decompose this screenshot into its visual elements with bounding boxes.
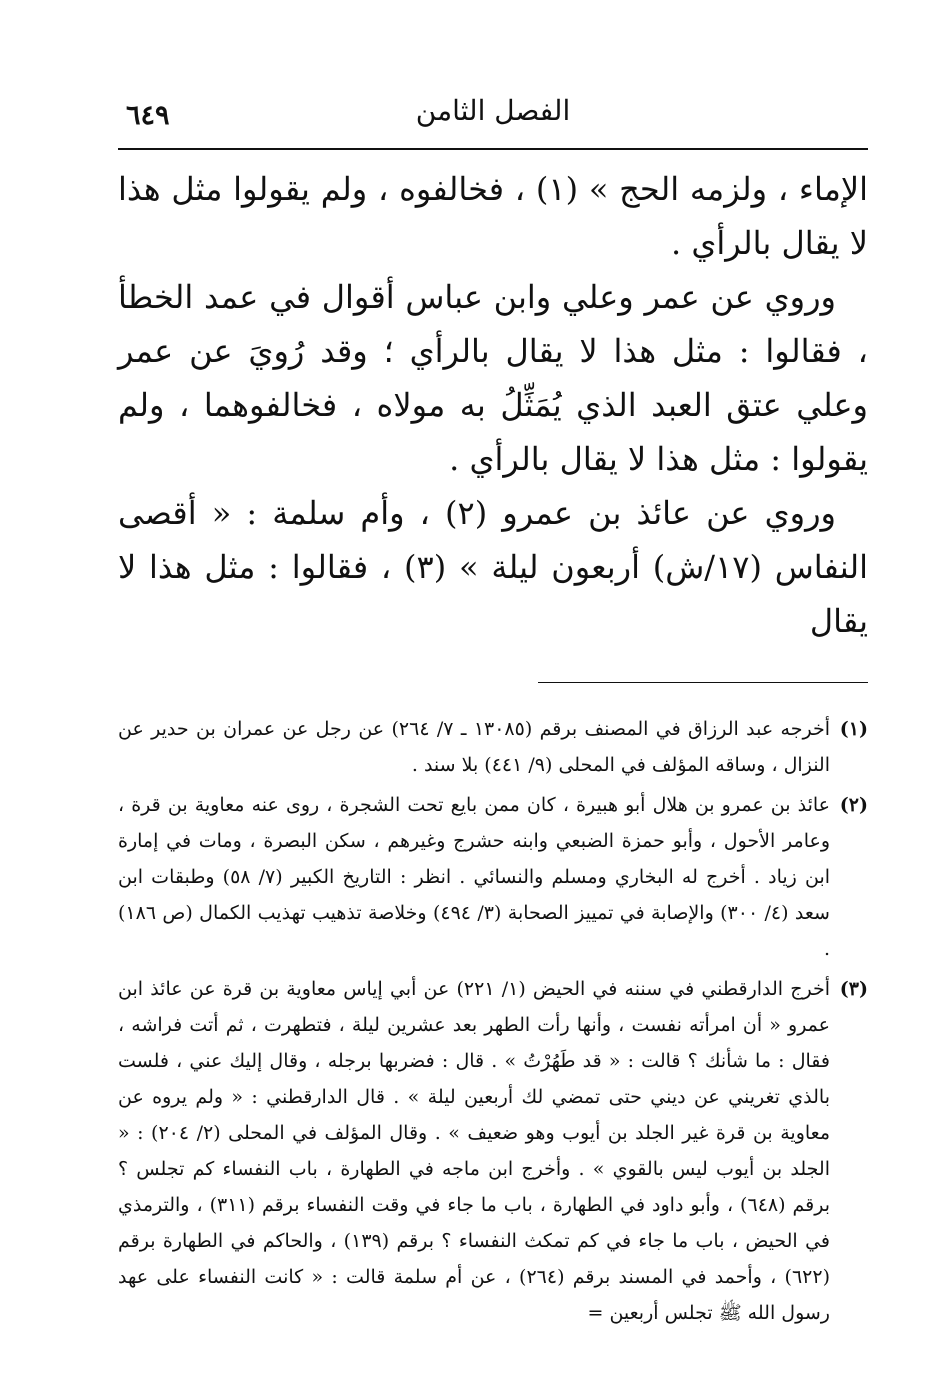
footnote-marker: (١) <box>839 718 868 740</box>
footnote-separator <box>538 682 868 683</box>
header-rule <box>118 148 868 150</box>
paragraph: وروي عن عائذ بن عمرو (٢) ، وأم سلمة : « أقصى النفاس (١٧/ش) أربعون ليلة » (٣) ، فقالوا : مثل هذا لا يقال <box>118 494 869 640</box>
footnote-marker: (٢) <box>839 794 868 816</box>
footnote-text: عائذ بن عمرو بن هلال أبو هبيرة ، كان ممن بايع تحت الشجرة ، روى عنه معاوية بن قرة ، وعامر الأحول ، وأبو حمزة الضبعي وابنه حشرج وغيرهم ، سكن البصرة ، ومات في إمارة ابن زياد . أخرج له البخاري ومسلم والنسائي . انظر : التاريخ الكبير (٧/ ٥٨) وطبقات ابن سعد (٤/ ٣٠٠) والإصابة في تمييز الصحابة (٣/ ٤٩٤) وخلاصة تذهيب تهذيب الكمال (ص ١٨٦) . <box>118 794 831 960</box>
paragraph: الإماء ، ولزمه الحج » (١) ، فخالفوه ، ولم يقولوا مثل هذا لا يقال بالرأي . <box>118 170 869 262</box>
footnote-marker: (٣) <box>839 978 868 1000</box>
page-header <box>118 80 868 150</box>
paragraph: وروي عن عمر وعلي وابن عباس أقوال في عمد الخطأ ، فقالوا : مثل هذا لا يقال بالرأي ؛ وقد رُويَ عن عمر وعلي عتق العبد الذي يُمَثِّلُ به مولاه ، فخالفوهما ، ولم يقولوا : مثل هذا لا يقال بالرأي . <box>118 278 868 478</box>
book-page <box>118 80 868 1335</box>
footnote <box>118 711 868 783</box>
running-title: الفصل الثامن <box>415 94 571 127</box>
footnote <box>118 971 868 1331</box>
footnote <box>118 787 868 967</box>
footnotes <box>118 711 868 1331</box>
page-number: ٦٤٩ <box>126 100 170 131</box>
main-text <box>118 162 868 648</box>
footnote-text: أخرجه عبد الرزاق في المصنف برقم (١٣٠٨٥ ـ ٧/ ٢٦٤) عن رجل عن عمران بن حدير عن النزال ، وساقه المؤلف في المحلى (٩/ ٤٤١) بلا سند . <box>118 718 830 776</box>
footnote-text: أخرج الدارقطني في سننه في الحيض (١/ ٢٢١) عن أبي إياس معاوية بن قرة عن عائذ ابن عمرو « أن امرأته نفست ، وأنها رأت الطهر بعد عشرين ليلة ، فتطهرت ، ثم أتت فراشه ، فقال : ما شأنك ؟ قالت : « قد طَهُرْتُ » . قال : فضربها برجله ، وقال إليك عني ، فلست بالذي تغريني عن ديني حتى تمضي لك أربعين ليلة » . قال الدارقطني : « ولم يروه عن معاوية بن قرة غير الجلد بن أيوب وهو ضعيف » . وقال المؤلف في المحلى (٢/ ٢٠٤) : « الجلد بن أيوب ليس بالقوي » . وأخرج ابن ماجه في الطهارة ، باب النفساء كم تجلس ؟ برقم (٦٤٨) ، وأبو داود في الطهارة ، باب ما جاء في وقت النفساء برقم (٣١١) ، والترمذي في الحيض ، باب ما جاء في كم تمكث النفساء ؟ برقم (١٣٩) ، والحاكم في الطهارة برقم (٦٢٢) ، وأحمد في المسند برقم (٢٦٤) ، عن أم سلمة قالت : « كانت النفساء على عهد رسول الله ﷺ تجلس أربعين = <box>118 978 831 1324</box>
